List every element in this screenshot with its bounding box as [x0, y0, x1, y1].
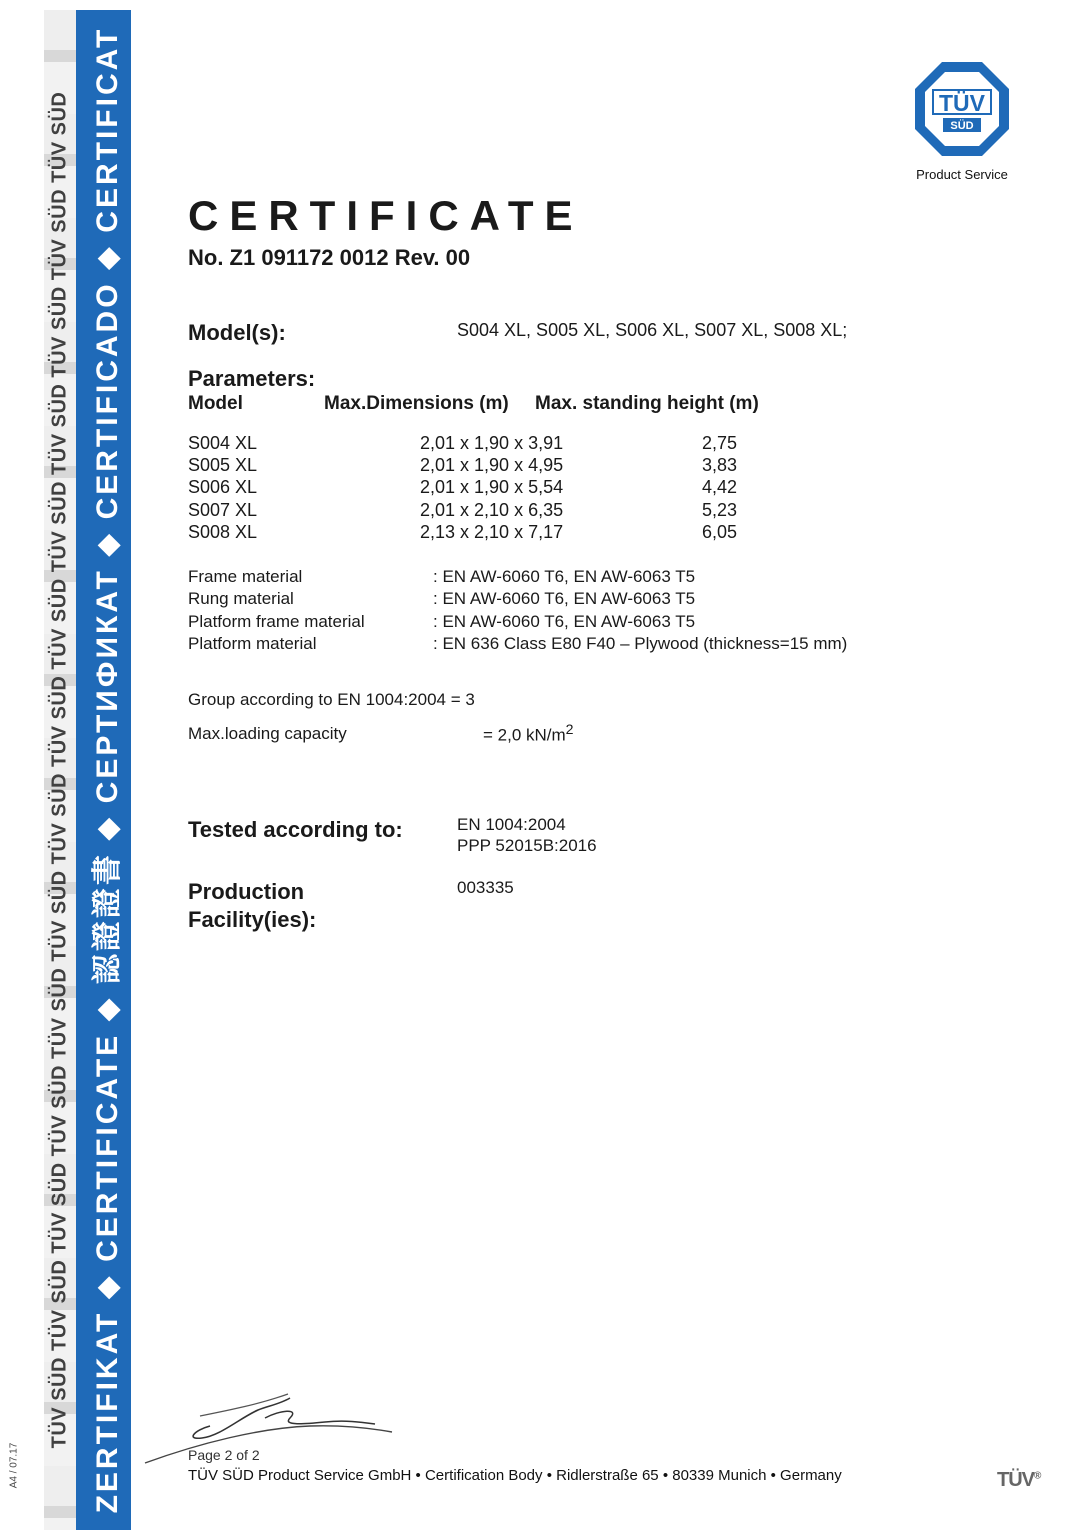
page-title: CERTIFICATE	[188, 192, 584, 239]
models-label: Model(s):	[188, 320, 286, 345]
material-value: : EN AW-6060 T6, EN AW-6063 T5	[433, 611, 696, 631]
logo-text-top: TÜV	[939, 90, 985, 116]
height-cell: 6,05	[702, 521, 738, 542]
height-cell: 4,42	[702, 477, 738, 498]
signature-icon	[140, 1388, 400, 1468]
dimensions-cell: 2,01 x 2,10 x 6,35	[420, 499, 564, 520]
table-row	[188, 454, 737, 476]
footer-mark-text: TÜV	[997, 1469, 1034, 1491]
height-cell: 5,23	[702, 499, 738, 520]
model-cell: S007 XL	[188, 499, 258, 520]
tested-label: Tested according to:	[188, 817, 403, 842]
loading-value-text: = 2,0 kN/m	[483, 725, 566, 745]
dimensions-cell: 2,01 x 1,90 x 4,95	[420, 454, 564, 475]
table-row	[188, 521, 737, 543]
footer-tuv-mark	[997, 1469, 1041, 1492]
logo-caption: Product Service	[916, 167, 1008, 182]
logo-text-bottom: SÜD	[950, 120, 974, 132]
form-code: A4 / 07.17	[8, 1442, 20, 1489]
certificate-language-band	[76, 10, 131, 1530]
height-cell: 3,83	[702, 454, 738, 475]
material-label: Rung material	[188, 589, 294, 609]
dimensions-cell: 2,01 x 1,90 x 3,91	[420, 432, 564, 453]
loading-label: Max.loading capacity	[188, 724, 347, 743]
production-label-line-1: Production	[188, 879, 305, 904]
tuv-sud-security-strip	[44, 10, 76, 1530]
certificate-number: No. Z1 091172 0012 Rev. 00	[188, 245, 471, 270]
material-label: Platform material	[188, 634, 317, 654]
loading-value	[483, 722, 574, 746]
dimensions-cell: 2,01 x 1,90 x 5,54	[420, 477, 564, 498]
tested-standard-2: PPP 52015B:2016	[457, 836, 597, 855]
model-cell: S004 XL	[188, 432, 258, 453]
table-row	[188, 566, 847, 588]
column-header-dimensions: Max.Dimensions (m)	[324, 393, 509, 414]
material-label: Platform frame material	[188, 611, 365, 631]
table-row	[188, 477, 737, 499]
models-value: S004 XL, S005 XL, S006 XL, S007 XL, S008 XL;	[457, 320, 848, 340]
table-row	[188, 633, 847, 655]
production-facility-value: 003335	[457, 878, 514, 897]
material-label: Frame material	[188, 567, 303, 587]
parameters-label: Parameters:	[188, 366, 316, 391]
column-header-height: Max. standing height (m)	[535, 393, 759, 414]
table-row	[188, 611, 847, 633]
group-text: Group according to EN 1004:2004 = 3	[188, 690, 475, 709]
model-cell: S005 XL	[188, 454, 258, 475]
registered-mark: ®	[1034, 1470, 1042, 1482]
loading-unit-exponent: 2	[565, 722, 574, 738]
page-number: Page 2 of 2	[188, 1447, 260, 1463]
security-strip-text: TÜV SÜD TÜV SÜD TÜV SÜD TÜV SÜD TÜV SÜD TÜV SÜD TÜV SÜD TÜV SÜD TÜV SÜD TÜV SÜD TÜV SÜD TÜV SÜD TÜV SÜD TÜV SÜD	[48, 91, 71, 1449]
parameters-table	[188, 432, 737, 543]
materials-table	[188, 566, 847, 655]
table-row	[188, 499, 737, 521]
material-value: : EN 636 Class E80 F40 – Plywood (thickness=15 mm)	[433, 634, 848, 654]
model-cell: S006 XL	[188, 477, 258, 498]
tuv-sud-logo-icon	[913, 60, 1011, 158]
tested-standard-1: EN 1004:2004	[457, 815, 566, 834]
height-cell: 2,75	[702, 432, 738, 453]
table-row	[188, 432, 737, 454]
footer-address: TÜV SÜD Product Service GmbH • Certification Body • Ridlerstraße 65 • 80339 Munich • Germany	[188, 1467, 842, 1484]
production-label-line-2: Facility(ies):	[188, 907, 317, 932]
material-value: : EN AW-6060 T6, EN AW-6063 T5	[433, 589, 696, 609]
table-row	[188, 588, 847, 610]
model-cell: S008 XL	[188, 521, 258, 542]
column-header-model: Model	[188, 393, 243, 414]
band-text: ZERTIFIKAT ◆ CERTIFICATE ◆ 認證證書 ◆ СЕРТИФИКАТ ◆ CERTIFICADO ◆ CERTIFICAT	[90, 26, 124, 1514]
material-value: : EN AW-6060 T6, EN AW-6063 T5	[433, 567, 696, 587]
dimensions-cell: 2,13 x 2,10 x 7,17	[420, 521, 564, 542]
